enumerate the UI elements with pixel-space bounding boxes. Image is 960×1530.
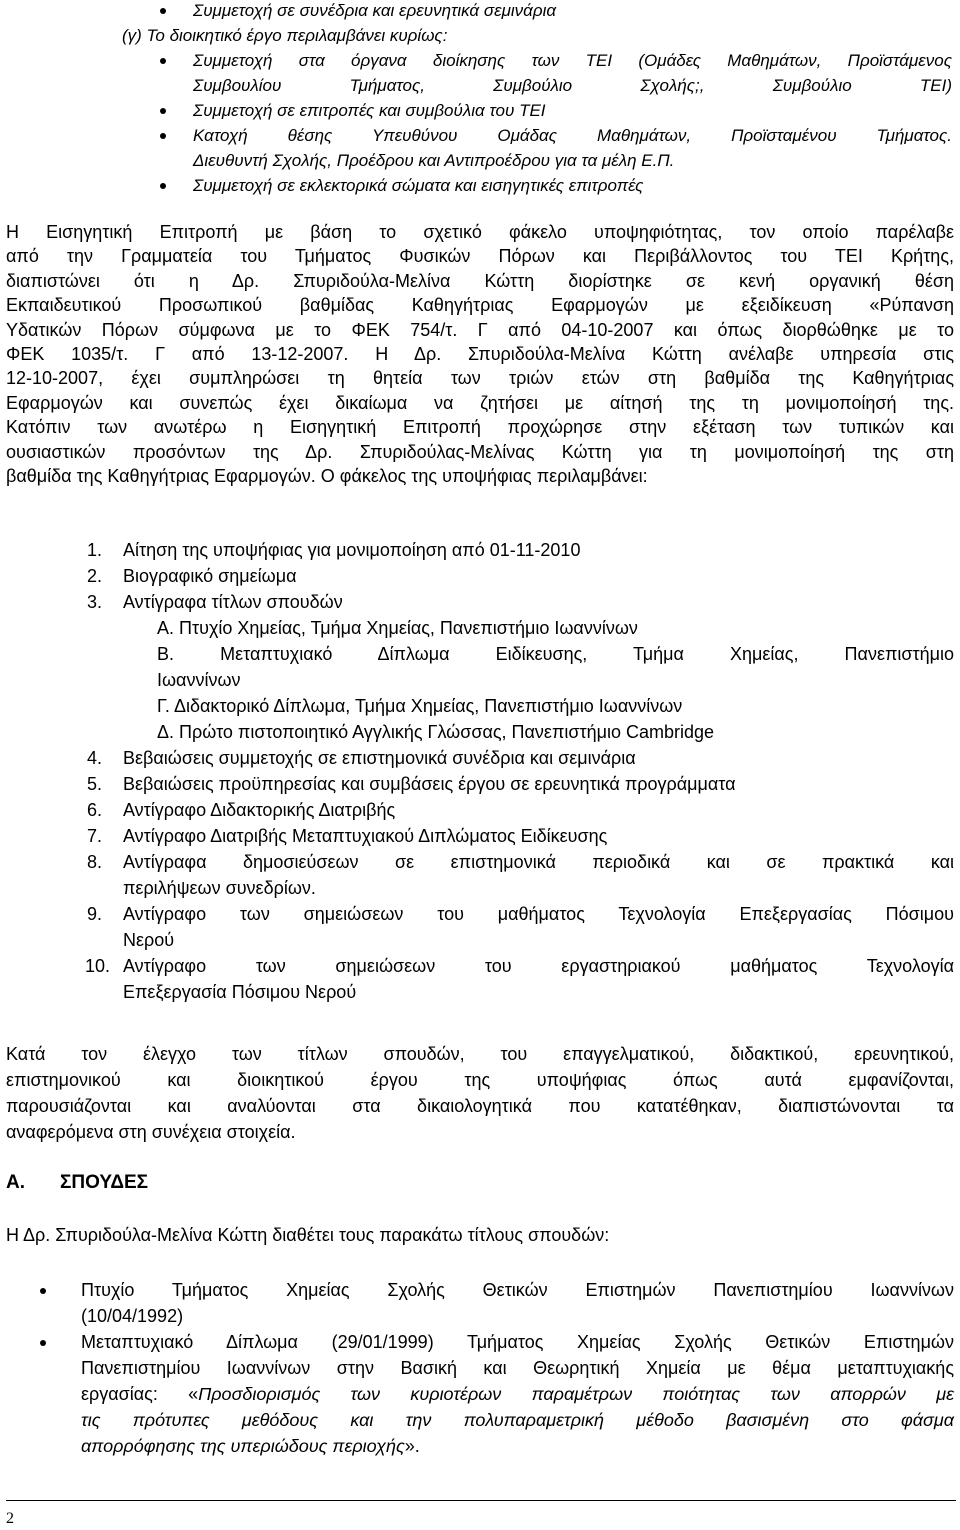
bullet-text-line: Κατοχή θέσης Υπευθύνου Ομάδας Μαθημάτων, Προϊσταμένου Τμήματος. — [193, 126, 952, 145]
studies-list — [0, 1277, 960, 1459]
paragraph-line: ουσιαστικών προσόντων της Δρ. Σπυριδούλας-Μελίνας Κώττη για τη μονιμοποίησή της στη — [6, 441, 954, 462]
paragraph-line: αναφερόμενα στη συνέχεια στοιχεία. — [6, 1122, 296, 1142]
sub-list-item: Γ. Διδακτορικό Δίπλωμα, Τμήμα Χημείας, Πανεπιστήμιο Ιωαννίνων — [157, 696, 683, 716]
section-letter: Α. — [6, 1172, 25, 1193]
paragraph-line: Εκπαιδευτικού Προσωπικού βαθμίδας Καθηγήτριας Εφαρμογών με εξειδίκευση «Ρύπανση — [6, 295, 954, 316]
list-item — [0, 953, 960, 1005]
list-item-text: Αντίγραφο Διατριβής Μεταπτυχιακού Διπλώματος Ειδίκευσης — [123, 826, 608, 846]
paragraph-line: Κατά τον έλεγχο των τίτλων σπουδών, του επαγγελματικού, διδακτικού, ερευνητικού, — [6, 1044, 954, 1064]
list-item-line — [81, 1381, 954, 1407]
list-item-line: Πανεπιστημίου Ιωαννίνων στην Βασική και Θεωρητική Χημεία με θέμα μεταπτυχιακής — [81, 1358, 954, 1378]
paragraph-line: Υδατικών Πόρων σύμφωνα με το ΦΕΚ 754/τ. Γ από 04-10-2007 και όπως διορθώθηκε με το — [6, 319, 954, 340]
paragraph-line: 12-10-2007, έχει συμπληρώσει τη θητεία των τριών ετών στη βαθμίδα της Καθηγήτριας — [6, 368, 954, 389]
bullet-text: Συμμετοχή σε συνέδρια και ερευνητικά σεμινάρια — [193, 1, 557, 20]
list-item-text: Αντίγραφα δημοσιεύσεων σε επιστημονικά περιοδικά και σε πρακτικά και — [123, 852, 954, 872]
list-item — [0, 537, 960, 563]
admin-intro: (γ) Το διοικητικό έργο περιλαμβάνει κυρίως: — [122, 26, 448, 45]
list-item-text: Αντίγραφα τίτλων σπουδών — [123, 592, 343, 612]
sub-list-item: Δ. Πρώτο πιστοποιητικό Αγγλικής Γλώσσας, Πανεπιστήμιο Cambridge — [157, 722, 715, 742]
list-number: 8. — [87, 852, 103, 872]
list-number: 6. — [87, 800, 103, 820]
list-item — [0, 901, 960, 953]
bullet-text-line: Συμμετοχή στα όργανα διοίκησης των ΤΕΙ (Ομάδες Μαθημάτων, Προϊστάμενος — [193, 51, 952, 70]
list-number: 5. — [87, 774, 103, 794]
paragraph-line: Εφαρμογών και συνεπώς έχει δικαίωμα να ζητήσει με αίτησή της τη μονιμοποίησή της. — [6, 392, 954, 413]
list-number: 2. — [87, 566, 103, 586]
section-heading — [6, 1172, 148, 1194]
list-item — [0, 823, 960, 849]
page-number: 2 — [6, 1510, 14, 1527]
paragraph-line: Η Εισηγητική Επιτροπή με βάση το σχετικό φάκελο υποψηφιότητας, τον οποίο παρέλαβε — [6, 222, 954, 242]
paragraph-line: επιστημονικού και διοικητικού έργου της υποψήφιας όπως αυτά εμφανίζονται, — [6, 1070, 954, 1090]
bullet-item — [0, 98, 960, 123]
list-item — [0, 771, 960, 797]
list-item — [0, 849, 960, 901]
footer-divider — [6, 1500, 956, 1501]
bullet-dot-icon — [40, 1340, 46, 1346]
bullet-text-line: Διευθυντή Σχολής, Προέδρου και Αντιπροέδρου για τα μέλη Ε.Π. — [193, 151, 675, 170]
bullet-dot-icon — [160, 133, 166, 139]
list-number: 7. — [87, 826, 103, 846]
paragraph-line: βαθμίδα της Καθηγήτριας Εφαρμογών. Ο φάκελος της υποψήφιας περιλαμβάνει: — [6, 466, 648, 487]
list-item-line — [81, 1433, 954, 1459]
folder-contents-list — [0, 537, 960, 1005]
bullet-text: Συμμετοχή σε εκλεκτορικά σώματα και εισηγητικές επιτροπές — [193, 176, 644, 195]
committee-paragraph — [6, 220, 954, 488]
bullet-item — [0, 173, 960, 198]
bullet-dot-icon — [160, 58, 166, 64]
list-number: 9. — [87, 904, 103, 924]
list-item — [0, 1329, 960, 1459]
list-number: 1. — [87, 540, 103, 560]
text-run: ». — [404, 1436, 420, 1456]
paragraph-line: Κατόπιν των ανωτέρω η Εισηγητική Επιτροπή προχώρησε στην εξέταση των τυπικών και — [6, 417, 954, 438]
list-item — [0, 745, 960, 771]
list-item-text: Βεβαιώσεις προϋπηρεσίας και συμβάσεις έργου σε ερευνητικά προγράμματα — [123, 774, 736, 794]
list-item-line: Μεταπτυχιακό Δίπλωμα (29/01/1999) Τμήματος Χημείας Σχολής Θετικών Επιστημών — [81, 1332, 954, 1352]
paragraph-line: διαπιστώνει ότι η Δρ. Σπυριδούλα-Μελίνα Κώττη διορίστηκε σε κενή οργανική θέση — [6, 270, 954, 291]
bullet-item — [0, 123, 960, 173]
bullet-text: Συμμετοχή σε επιτροπές και συμβούλια του ΤΕΙ — [193, 101, 546, 120]
list-number: 3. — [87, 592, 103, 612]
list-number: 4. — [87, 748, 103, 768]
list-number: 10. — [85, 956, 111, 976]
bullet-dot-icon — [160, 183, 166, 189]
list-item-line: Πτυχίο Τμήματος Χημείας Σχολής Θετικών Επιστημών Πανεπιστημίου Ιωαννίνων — [81, 1280, 954, 1300]
list-item-continuation: Νερού — [123, 930, 175, 950]
list-item-text: Βεβαιώσεις συμμετοχής σε επιστημονικά συνέδρια και σεμινάρια — [123, 748, 636, 768]
list-item-continuation: περιλήψεων συνεδρίων. — [123, 878, 316, 898]
sub-list-item-continuation: Ιωαννίνων — [157, 670, 241, 690]
bullet-dot-icon — [40, 1288, 46, 1294]
sub-list-item: Α. Πτυχίο Χημείας, Τμήμα Χημείας, Πανεπιστήμιο Ιωαννίνων — [157, 618, 638, 638]
text-run: εργασίας: « — [81, 1384, 199, 1404]
bullet-item — [0, 0, 960, 23]
bullet-item — [0, 48, 960, 98]
sub-list-item: Β. Μεταπτυχιακό Δίπλωμα Ειδίκευσης, Τμήμα Χημείας, Πανεπιστήμιο — [157, 644, 954, 664]
list-item-text: Αντίγραφο των σημειώσεων του μαθήματος Τεχνολογία Επεξεργασίας Πόσιμου — [123, 904, 954, 924]
list-item-text: Αίτηση της υποψήφιας για μονιμοποίηση από 01-11-2010 — [123, 540, 581, 560]
list-item — [0, 797, 960, 823]
paragraph-line: από την Γραμματεία του Τμήματος Φυσικών Πόρων και Περιβάλλοντος του ΤΕΙ Κρήτης, — [6, 246, 954, 267]
studies-intro: Η Δρ. Σπυριδούλα-Μελίνα Κώττη διαθέτει τους παρακάτω τίτλους σπουδών: — [6, 1225, 610, 1245]
bullet-text-line: Συμβουλίου Τμήματος, Συμβούλιο Σχολής;, Συμβούλιο ΤΕΙ) — [193, 76, 952, 95]
paragraph-line: ΦΕΚ 1035/τ. Γ από 13-12-2007. Η Δρ. Σπυριδούλα-Μελίνα Κώττη ανέλαβε υπηρεσία στις — [6, 344, 954, 365]
list-item-text: Αντίγραφο των σημειώσεων του εργαστηριακού μαθήματος Τεχνολογία — [123, 956, 954, 976]
list-item-text: Βιογραφικό σημείωμα — [123, 566, 297, 586]
thesis-title-run: τις πρότυπες μεθόδους και την πολυπαραμετρική μέθοδο βασισμένη στο φάσμα — [81, 1410, 954, 1430]
thesis-title-run: απορρόφησης της υπεριώδους περιοχής — [81, 1436, 405, 1456]
review-paragraph — [6, 1041, 954, 1145]
list-item — [0, 1277, 960, 1329]
list-item — [0, 589, 960, 615]
section-title: ΣΠΟΥΔΕΣ — [60, 1172, 149, 1193]
thesis-title-run: Προσδιορισμός των κυριοτέρων παραμέτρων ποιότητας των απορρών με — [198, 1384, 954, 1404]
list-item-continuation: Επεξεργασία Πόσιμου Νερού — [123, 982, 357, 1002]
bullet-dot-icon — [160, 108, 166, 114]
paragraph-line: παρουσιάζονται και αναλύονται στα δικαιολογητικά που κατατέθηκαν, διαπιστώνονται τα — [6, 1096, 954, 1116]
list-item — [0, 563, 960, 589]
list-item-line: (10/04/1992) — [81, 1306, 184, 1326]
list-item-text: Αντίγραφο Διδακτορικής Διατριβής — [123, 800, 396, 820]
bullet-dot-icon — [160, 8, 166, 14]
